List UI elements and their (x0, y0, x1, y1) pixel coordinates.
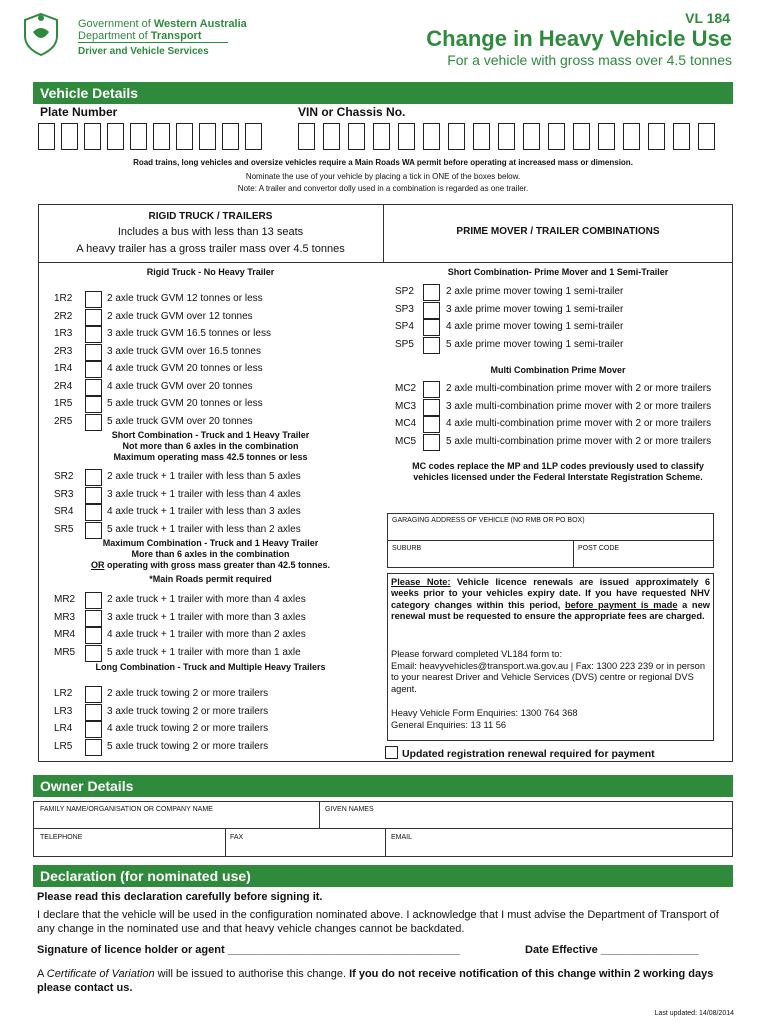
gov-state: Western Australia (153, 18, 247, 30)
option-code: MC5 (395, 435, 417, 447)
option-code: 2R2 (54, 310, 73, 322)
option-code: 2R5 (54, 415, 73, 427)
option-label: 4 axle multi-combination prime mover with 2 or more trailers (446, 418, 712, 429)
option-code: 1R3 (54, 328, 73, 339)
vin-cell[interactable] (348, 123, 365, 150)
rigid-group3-title1: Maximum Combination - Truck and 1 Heavy Trailer (102, 538, 319, 548)
option-checkbox[interactable] (85, 686, 102, 703)
vin-cell[interactable] (598, 123, 615, 150)
option-checkbox[interactable] (85, 396, 102, 413)
option-code: SR2 (54, 471, 74, 482)
option-checkbox[interactable] (423, 302, 440, 319)
option-code: MR3 (54, 611, 76, 623)
option-label: 4 axle prime mover towing 1 semi-trailer (446, 321, 624, 332)
plate-cell[interactable] (61, 123, 78, 150)
option-label: 5 axle truck GVM over 20 tonnes (107, 415, 253, 427)
plate-cell[interactable] (222, 123, 239, 150)
option-code: SR4 (54, 506, 74, 517)
option-code: LR4 (54, 723, 73, 734)
option-checkbox[interactable] (423, 416, 440, 433)
option-code: MC3 (395, 400, 417, 412)
plate-cell[interactable] (107, 123, 124, 150)
family-name-label: FAMILY NAME/ORGANISATION OR COMPANY NAME (40, 806, 213, 813)
option-checkbox[interactable] (85, 704, 102, 721)
declaration-header: Declaration (for nominated use) (33, 865, 733, 887)
cert-bold: If you do not receive notification of this change within 2 working days please contact us. (37, 968, 714, 994)
option-code: MR4 (54, 629, 76, 640)
renewal-required-label: Updated registration renewal required for payment (402, 748, 655, 760)
prime-title: PRIME MOVER / TRAILER COMBINATIONS (456, 226, 660, 237)
option-label: 3 axle truck towing 2 or more trailers (107, 705, 269, 717)
vin-cell[interactable] (523, 123, 540, 150)
option-label: 2 axle multi-combination prime mover with 2 or more trailers (446, 383, 712, 394)
trailer-note: Note: A trailer and convertor dolly used in a combination is regarded as one trailer. (237, 184, 529, 193)
option-label: 4 axle truck + 1 trailer with less than 3 axles (107, 506, 301, 517)
permit-note: Road trains, long vehicles and oversize vehicles require a Main Roads WA permit before operating at increased mass or dimension. (133, 158, 633, 167)
rigid-line1: Includes a bus with less than 13 seats (117, 226, 304, 238)
renewal-text-a: Vehicle licence renewals are issued approximately 6 weeks prior to your vehicles expiry date. If you have requested NHV category changes within this period, (391, 577, 710, 610)
option-label: 2 axle truck GVM over 12 tonnes (107, 310, 253, 322)
last-updated: Last updated: 14/08/2014 (654, 1010, 734, 1017)
option-checkbox[interactable] (423, 381, 440, 398)
mc-note-1: MC codes replace the MP and 1LP codes previously used to classify (412, 461, 704, 471)
option-checkbox[interactable] (85, 610, 102, 627)
signature-line[interactable]: Signature of licence holder or agent ______________________________________ (37, 944, 461, 956)
plate-number-label: Plate Number (40, 105, 118, 119)
garaging-address-input[interactable] (388, 526, 713, 539)
cert-b: will be issued to authorise this change. (154, 968, 350, 980)
option-label: 4 axle truck GVM over 20 tonnes (107, 380, 253, 392)
vin-cell[interactable] (448, 123, 465, 150)
owner-details-header: Owner Details (33, 775, 733, 797)
option-code: SP4 (395, 321, 414, 332)
postcode-input[interactable] (574, 553, 713, 567)
form-enquiries: Heavy Vehicle Form Enquiries: 1300 764 368 (391, 708, 578, 718)
wa-crest-logo (16, 10, 66, 58)
rigid-group3-or: OR (90, 560, 105, 570)
telephone-label: TELEPHONE (40, 834, 83, 841)
prime-group2-title: Multi Combination Prime Mover (490, 365, 626, 375)
vin-cell[interactable] (623, 123, 640, 150)
rigid-group1-title: Rigid Truck - No Heavy Trailer (146, 267, 275, 277)
dept-name: Transport (150, 30, 202, 42)
option-label: 5 axle truck + 1 trailer with less than 2 axles (107, 523, 301, 535)
rigid-group2-title (38, 430, 383, 463)
option-label: 5 axle truck GVM 20 tonnes or less (107, 398, 263, 409)
vin-cell[interactable] (573, 123, 590, 150)
option-label: 4 axle truck GVM 20 tonnes or less (107, 363, 263, 374)
plate-cell[interactable] (176, 123, 193, 150)
certificate-note (37, 967, 727, 995)
rigid-group4-title: Long Combination - Truck and Multiple Heavy Trailers (95, 662, 326, 672)
rigid-title: RIGID TRUCK / TRAILERS (148, 211, 273, 222)
option-label: 4 axle truck towing 2 or more trailers (107, 723, 269, 734)
contact-text: Email: heavyvehicles@transport.wa.gov.au | Fax: 1300 223 239 or in person to your nearest Driver and Vehicle Services (DVS) centre or regional DVS agent. (391, 661, 706, 694)
option-checkbox[interactable] (85, 592, 102, 609)
general-enquiries: General Enquiries: 13 11 56 (391, 720, 507, 730)
option-code: SP2 (395, 286, 414, 297)
dvs-label: Driver and Vehicle Services (78, 46, 209, 57)
rigid-group2-title3: Maximum operating mass 42.5 tonnes or less (113, 452, 308, 462)
vin-cell[interactable] (423, 123, 440, 150)
option-label: 2 axle prime mover towing 1 semi-trailer (446, 286, 624, 297)
cert-a: A (37, 968, 47, 980)
option-checkbox[interactable] (423, 434, 440, 451)
option-label: 2 axle truck + 1 trailer with less than 5 axles (107, 471, 301, 482)
vin-cell[interactable] (498, 123, 515, 150)
suburb-input[interactable] (388, 553, 572, 567)
option-code: MC4 (395, 418, 417, 429)
vin-cell[interactable] (673, 123, 690, 150)
vehicle-details-header: Vehicle Details (33, 82, 733, 104)
option-checkbox[interactable] (423, 284, 440, 301)
email-label: EMAIL (391, 834, 413, 841)
option-checkbox[interactable] (85, 379, 102, 396)
option-checkbox[interactable] (85, 414, 102, 431)
rigid-group3-title (38, 538, 383, 585)
option-checkbox[interactable] (85, 522, 102, 539)
family-name-input[interactable] (34, 815, 318, 827)
rigid-group2-title1: Short Combination - Truck and 1 Heavy Trailer (111, 430, 310, 440)
option-checkbox[interactable] (423, 399, 440, 416)
vin-cell[interactable] (373, 123, 390, 150)
option-checkbox[interactable] (85, 627, 102, 644)
option-code: MR2 (54, 594, 76, 605)
dept-prefix: Department of (78, 30, 151, 42)
option-checkbox[interactable] (85, 739, 102, 756)
option-label: 5 axle multi-combination prime mover with 2 or more trailers (446, 435, 712, 447)
vin-cell[interactable] (473, 123, 490, 150)
option-label: 5 axle truck + 1 trailer with more than 1 axle (107, 646, 301, 658)
given-names-input[interactable] (320, 815, 732, 827)
option-label: 3 axle truck GVM over 16.5 tonnes (107, 345, 261, 357)
date-effective-line[interactable]: Date Effective ________________ (525, 944, 699, 956)
option-label: 3 axle truck + 1 trailer with more than 3 axles (107, 611, 306, 623)
rigid-group3-title4: *Main Roads permit required (149, 574, 272, 584)
option-code: 1R4 (54, 363, 73, 374)
mc-note-2: vehicles licensed under the Federal Interstate Registration Scheme. (413, 472, 703, 482)
option-code: 1R2 (54, 293, 73, 304)
fax-input[interactable] (226, 843, 384, 856)
postcode-label: POST CODE (578, 545, 620, 552)
option-label: 3 axle truck GVM 16.5 tonnes or less (107, 328, 271, 339)
prime-group1-title: Short Combination- Prime Mover and 1 Semi-Trailer (447, 267, 669, 277)
renewal-text-underline: before payment is made (564, 599, 678, 610)
vin-cell[interactable] (698, 123, 715, 150)
vin-cell[interactable] (323, 123, 340, 150)
option-checkbox[interactable] (85, 361, 102, 378)
declaration-text: I declare that the vehicle will be used in the configuration nominated above. I acknowledge that I must advise the Department of Transport of any change in the nominated use and that heavy vehicle changes cannot be backdated. (37, 909, 719, 935)
email-input[interactable] (386, 843, 732, 856)
option-code: 2R3 (54, 345, 73, 357)
option-label: 3 axle multi-combination prime mover with 2 or more trailers (446, 400, 712, 412)
renewal-text-b: a new renewal must be requested to ensure the appropriate fees are charged. (391, 599, 710, 622)
plate-cell[interactable] (245, 123, 262, 150)
option-checkbox[interactable] (85, 645, 102, 662)
rigid-line2: A heavy trailer has a gross trailer mass over 4.5 tonnes (76, 243, 345, 255)
gov-prefix: Government of (78, 18, 154, 30)
option-checkbox[interactable] (85, 344, 102, 361)
option-code: SR3 (54, 488, 74, 500)
forward-text: Please forward completed VL184 form to: (391, 649, 563, 659)
option-label: 4 axle truck + 1 trailer with more than 2 axles (107, 629, 306, 640)
page-subtitle: For a vehicle with gross mass over 4.5 tonnes (447, 52, 732, 68)
option-checkbox[interactable] (85, 721, 102, 738)
option-code: SP5 (395, 338, 414, 350)
plate-cell[interactable] (153, 123, 170, 150)
rigid-group3-title2: More than 6 axles in the combination (131, 549, 290, 559)
option-label: 2 axle truck + 1 trailer with more than 4 axles (107, 594, 306, 605)
option-label: 2 axle truck towing 2 or more trailers (107, 688, 269, 699)
option-code: 2R4 (54, 380, 73, 392)
plate-cell[interactable] (84, 123, 101, 150)
option-checkbox[interactable] (85, 291, 102, 308)
option-checkbox[interactable] (85, 469, 102, 486)
option-code: 1R5 (54, 398, 73, 409)
plate-cell[interactable] (199, 123, 216, 150)
option-code: MC2 (395, 383, 417, 394)
renewal-notice (391, 577, 710, 623)
vin-label: VIN or Chassis No. (298, 105, 406, 119)
option-checkbox[interactable] (423, 319, 440, 336)
please-note-label: Please Note: (391, 577, 451, 587)
form-code: VL 184 (685, 10, 730, 26)
declaration-read: Please read this declaration carefully before signing it. (37, 891, 323, 903)
vin-cell[interactable] (548, 123, 565, 150)
tick-instruction: Nominate the use of your vehicle by placing a tick in ONE of the boxes below. (245, 172, 521, 181)
option-code: LR5 (54, 740, 73, 752)
option-code: LR3 (54, 705, 73, 717)
option-label: 5 axle prime mover towing 1 semi-trailer (446, 338, 624, 350)
option-checkbox[interactable] (85, 504, 102, 521)
vin-cell[interactable] (298, 123, 315, 150)
option-code: MR5 (54, 646, 76, 658)
option-code: SP3 (395, 303, 414, 315)
vin-cell[interactable] (648, 123, 665, 150)
page-title: Change in Heavy Vehicle Use (426, 26, 732, 51)
suburb-label: SUBURB (392, 545, 422, 552)
option-label: 3 axle truck + 1 trailer with less than 4 axles (107, 488, 301, 500)
garaging-address-label: GARAGING ADDRESS OF VEHICLE (NO RMB OR PO BOX) (392, 517, 585, 524)
option-checkbox[interactable] (85, 309, 102, 326)
option-label: 2 axle truck GVM 12 tonnes or less (107, 293, 263, 304)
given-names-label: GIVEN NAMES (325, 806, 374, 813)
vin-cell[interactable] (398, 123, 415, 150)
rigid-group3-title3: operating with gross mass greater than 42.5 tonnes. (104, 560, 331, 570)
fax-label: FAX (230, 834, 244, 841)
rigid-group2-title2: Not more than 6 axles in the combination (122, 441, 299, 451)
option-code: LR2 (54, 688, 73, 699)
option-code: SR5 (54, 523, 74, 535)
option-label: 5 axle truck towing 2 or more trailers (107, 740, 269, 752)
cert-italic: Certificate of Variation (46, 968, 155, 980)
mc-note (383, 461, 733, 483)
option-checkbox[interactable] (423, 337, 440, 354)
option-checkbox[interactable] (85, 326, 102, 343)
plate-cell[interactable] (38, 123, 55, 150)
option-checkbox[interactable] (85, 487, 102, 504)
telephone-input[interactable] (34, 843, 224, 856)
plate-cell[interactable] (130, 123, 147, 150)
renewal-required-checkbox[interactable] (385, 746, 398, 759)
option-label: 3 axle prime mover towing 1 semi-trailer (446, 303, 624, 315)
